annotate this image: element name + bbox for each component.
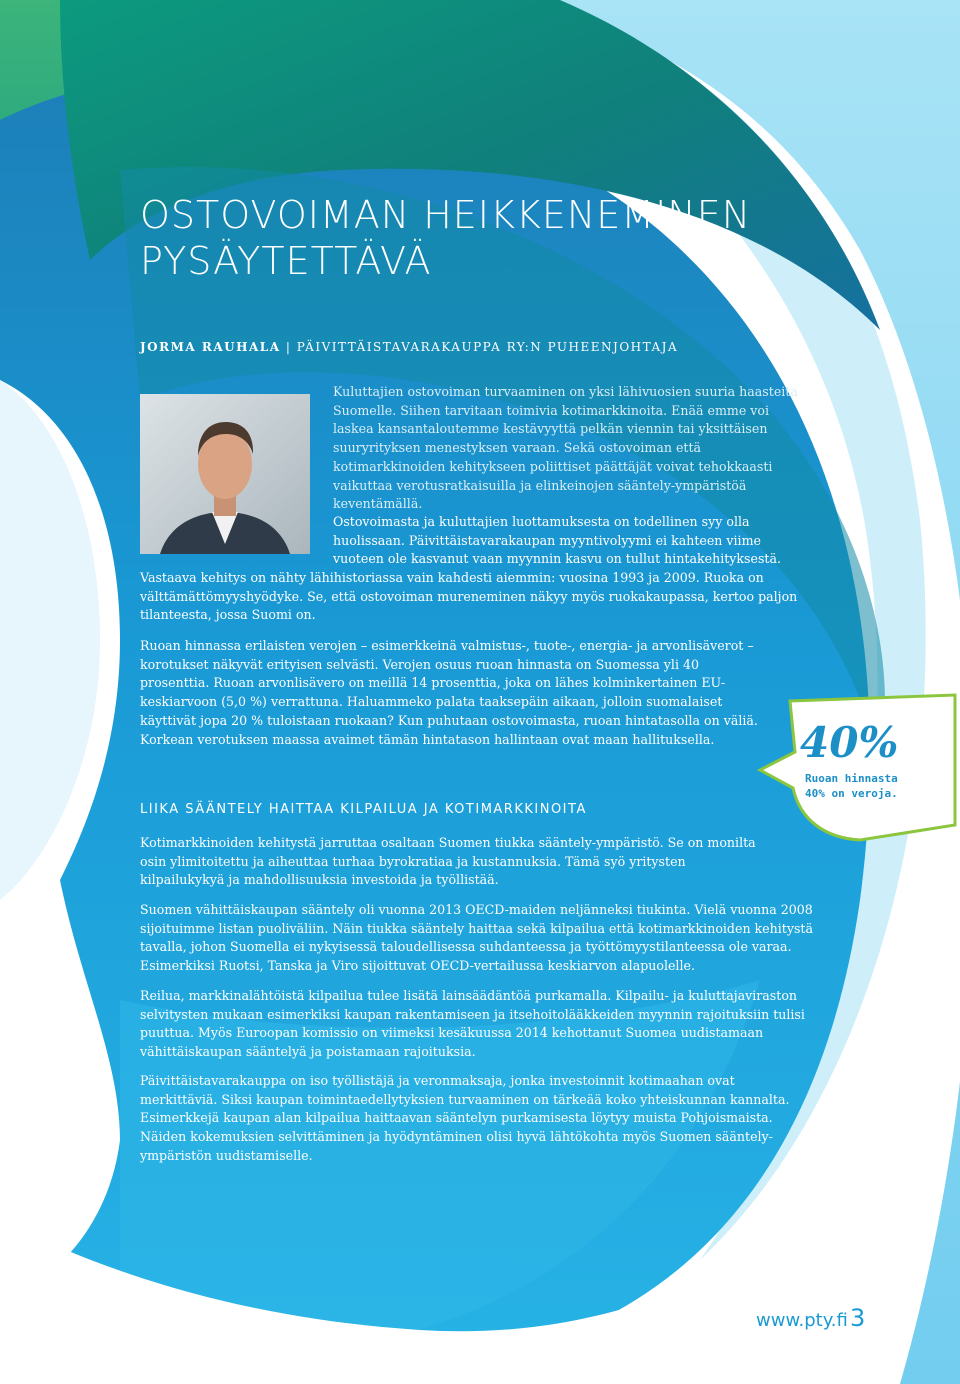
byline: [140, 340, 840, 354]
title-line-2: PYSÄYTETTÄVÄ: [140, 239, 432, 283]
section-subheading: LIIKA SÄÄNTELY HAITTAA KILPAILUA JA KOTIMARKKINOITA: [140, 802, 587, 817]
intro-paragraph: Kuluttajien ostovoiman turvaaminen on yksi lähivuosien suuria haasteita Suomelle. Siihen tarvitaan toimivia kotimarkkinoita. Enää emme voi laskea kansantaloutemme kestävyyttä pelkän viennin tai yksittäisen suuryrityksen menestyksen varaan. Sekä ostovoiman että kotimarkkinoiden kehitykseen poliittiset päättäjät voivat tehokkaasti vaikuttaa verotusratkaisuilla ja elinkeinojen sääntely-ympäristöä keventämällä.: [333, 384, 798, 512]
paragraph-2-start: Ostovoimasta ja kuluttajien luottamuksesta on todellinen syy olla huolissaan. Päivittäistavarakaupan myyntivolyymi ei kahteen viime vuoteen ole kasvanut vaan myynnin kasvu on tullut hintakehityksestä.: [333, 514, 781, 567]
callout-value: 40%: [800, 718, 899, 767]
paragraph-3: Ruoan hinnassa erilaisten verojen – esimerkkeinä valmistus-, tuote-, energia- ja arvonlisäverot – korotukset näkyvät erityisen selvästi. Verojen osuus ruoan hinnasta on Suomessa yli 40 prosenttia. Ruoan arvonlisävero on meillä 14 prosenttia, joka on lähes kolminkertainen EU-keskiarvoon (5,0 %) verrattuna. Haluammeko palata taaksepäin aikaan, jolloin suomalaiset käyttivät jopa 20 % tuloistaan ruokaan? Kun puhutaan ostovoimasta, ruoan hintatasolla on väliä. Korkean verotuksen maassa avaimet tämän hintatason hallintaan ovat maan hallituksella.: [140, 638, 758, 747]
paragraph-6: Reilua, markkinalähtöistä kilpailua tulee lisätä lainsäädäntöä purkamalla. Kilpailu- ja kuluttajaviraston selvitysten mukaan esimerkiksi kaupan rakentamiseen ja itsehoitolääkkeiden myynnin rajoituksiin tulisi puuttua. Myös Euroopan komissio on viimeksi kesäkuussa 2014 kehottanut Suomea uudistamaan vähittäiskaupan sääntelyä ja poistamaan rajoituksia.: [140, 988, 805, 1060]
page-number: 3: [850, 1304, 866, 1332]
paragraph-2-end: Vastaava kehitys on nähty lähihistoriassa vain kahdesti aiemmin: vuosina 1993 ja 2009. Ruoka on välttämättömyyshyödyke. Se, että ostovoiman mureneminen näkyy myös ruokakaupassa, kertoo paljon tilanteesta, jossa Suomi on.: [140, 570, 798, 623]
byline-separator: |: [280, 340, 297, 354]
title-line-1: OSTOVOIMAN HEIKKENEMINEN: [140, 193, 752, 237]
footer-url-link[interactable]: www.pty.fi: [756, 1310, 848, 1331]
paragraph-7: Päivittäistavarakauppa on iso työllistäjä ja veronmaksaja, jonka investoinnit kotimaahan ovat merkittäviä. Siksi kaupan toimintaedellytyksien turvaaminen on tärkeää koko yhteiskunnan kannalta. Esimerkkejä kaupan alan kilpailua haittaavan sääntelyn purkamisesta löytyy muista Pohjoismaista. Näiden kokemuksien selvittäminen ja hyödyntäminen olisi hyvä lähtökohta myös Suomen sääntely-ympäristön uudistamiselle.: [140, 1073, 790, 1163]
author-name: JORMA RAUHALA: [140, 340, 281, 354]
callout-text: Ruoan hinnasta 40% on veroja.: [805, 772, 898, 800]
paragraph-5: Suomen vähittäiskaupan sääntely oli vuonna 2013 OECD-maiden neljänneksi tiukinta. Vielä vuonna 2008 sijoituimme listan puoliväliin. Näin tiukka sääntely haittaa sekä kilpailua että kotimarkkinoiden kehitystä tavalla, johon Suomella ei nykyisessä taloudellisessa suhdanteessa ja työttömyystilanteessa ole varaa. Esimerkiksi Ruotsi, Tanska ja Viro sijoittuvat OECD-vertailussa keskiarvon alapuolelle.: [140, 902, 813, 974]
author-role: PÄIVITTÄISTAVARAKAUPPA RY:N PUHEENJOHTAJA: [296, 340, 679, 354]
paragraph-4: Kotimarkkinoiden kehitystä jarruttaa osaltaan Suomen tiukka sääntely-ympäristö. Se on monilta osin ylimitoitettu ja aiheuttaa turhaa byrokratiaa ja kustannuksia. Tämä syö yritysten kilpailukykyä ja mahdollisuuksia investoida ja työllistää.: [140, 835, 756, 888]
page-title: [140, 192, 860, 284]
author-photo: [140, 394, 310, 554]
